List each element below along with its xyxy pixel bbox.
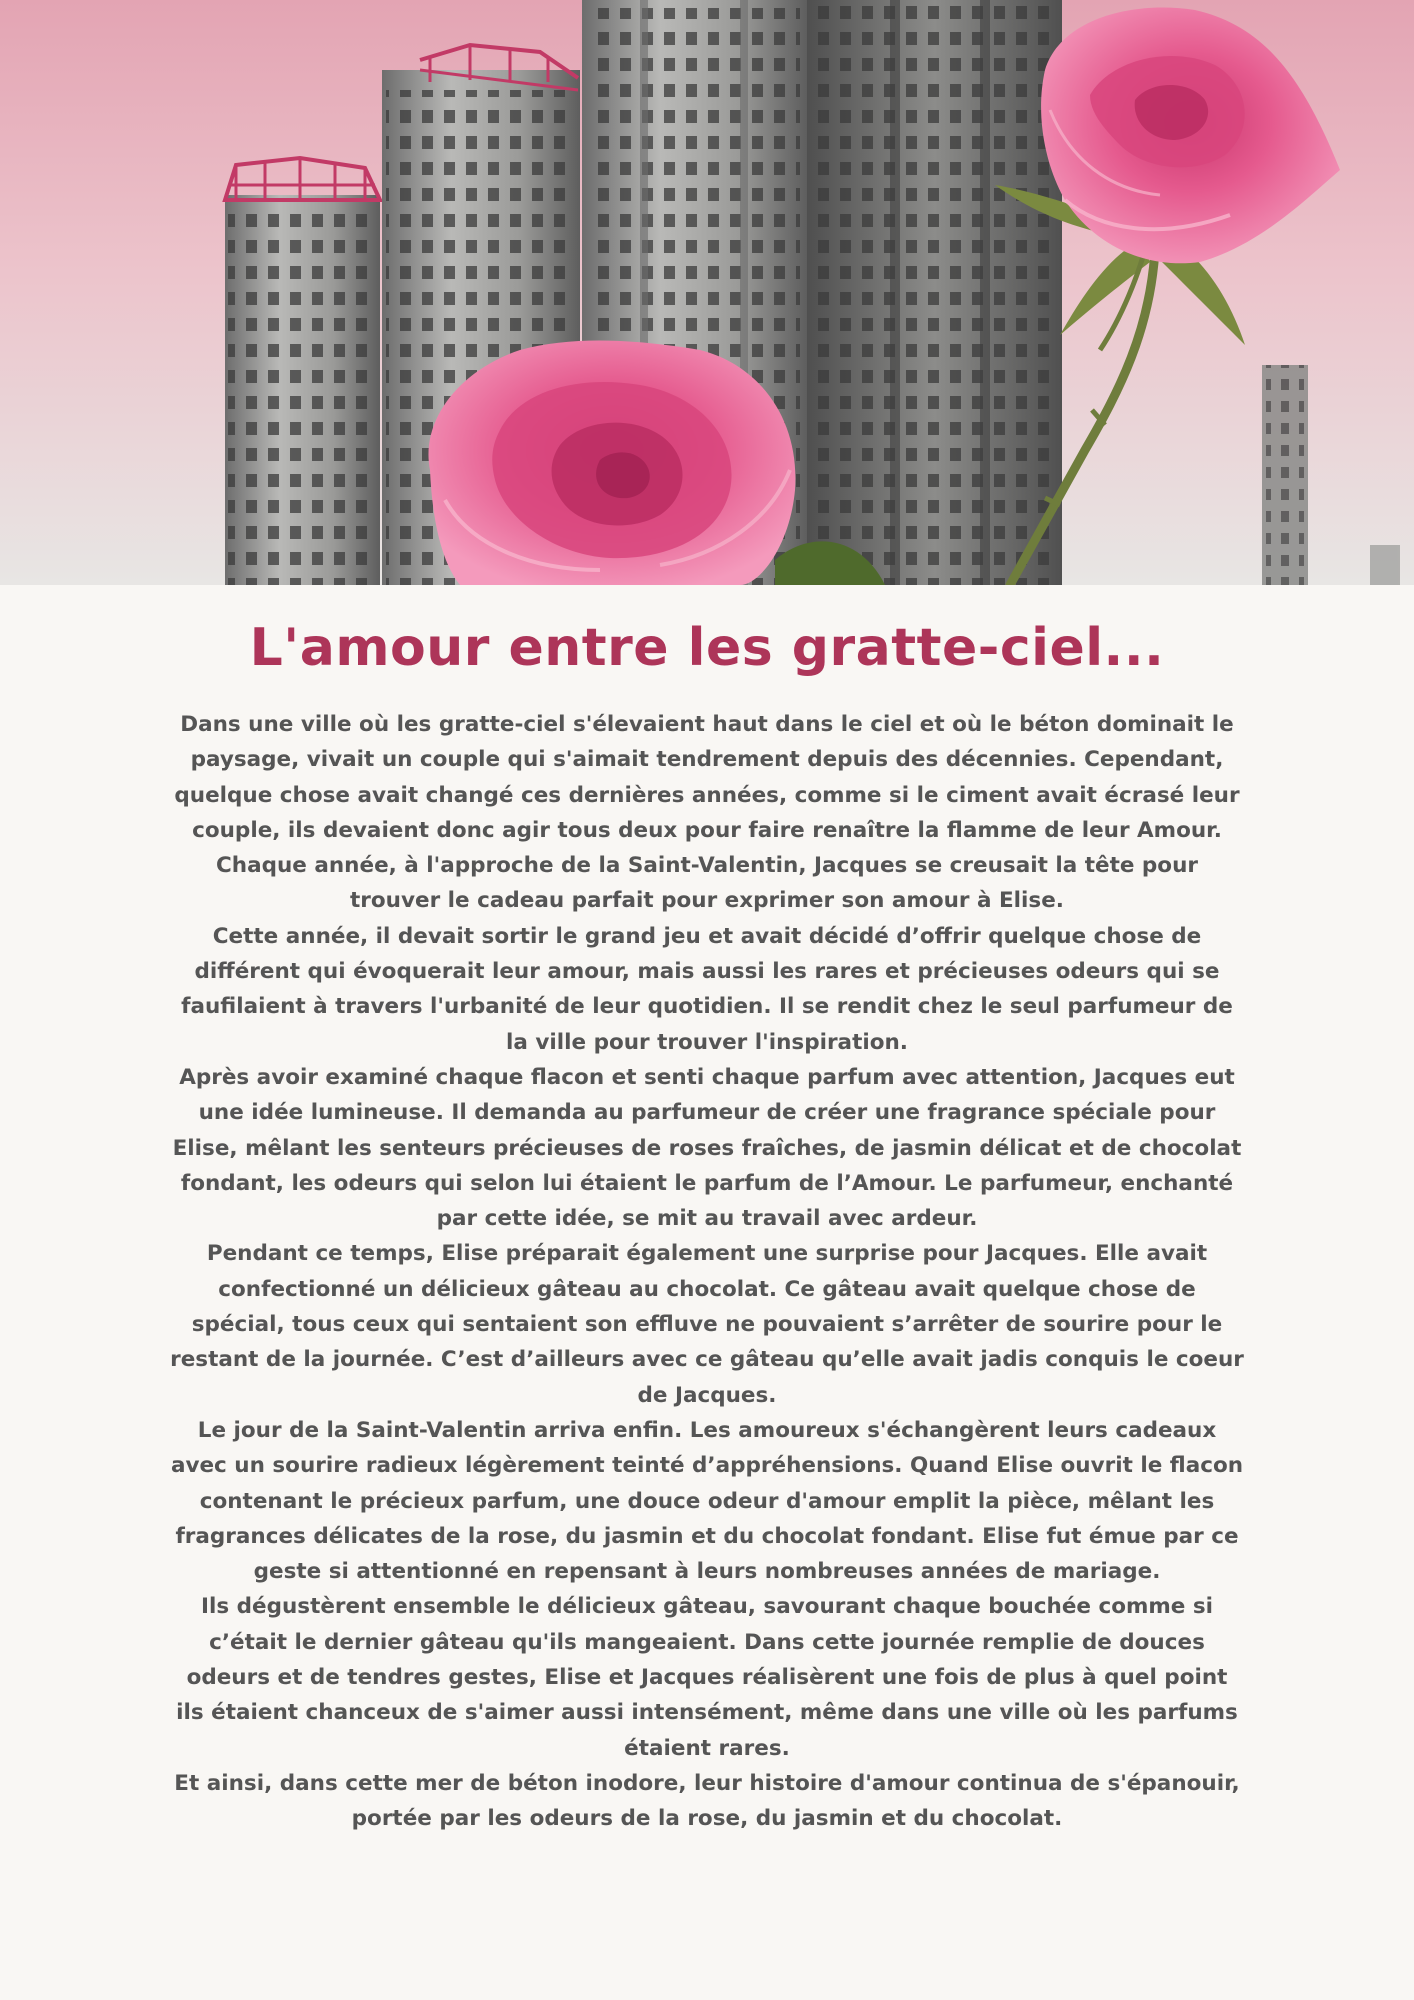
story-body [170, 707, 1244, 1837]
story-paragraph: Le jour de la Saint-Valentin arriva enfin. Les amoureux s'échangèrent leurs cadeaux avec un sourire radieux légèrement teinté d’appréhensions. Quand Elise ouvrit le flacon contenant le précieux parfum, une douce odeur d'amour emplit la pièce, mêlant les fragrances délicates de la rose, du jasmin et du chocolat fondant. Elise fut émue par ce geste si attentionné en repensant à leurs nombreuses années de mariage. [170, 1417, 1244, 1585]
hero-illustration [0, 0, 1414, 585]
story-paragraph: Cette année, il devait sortir le grand jeu et avait décidé d’offrir quelque chose de différent qui évoquerait leur amour, mais aussi les rares et précieuses odeurs qui se faufilaient à travers l'urbanité de leur quotidien. Il se rendit chez le seul parfumeur de la ville pour trouver l'inspiration. [181, 923, 1233, 1055]
story-paragraph: Dans une ville où les gratte-ciel s'élevaient haut dans le ciel et où le béton dominait le paysage, vivait un couple qui s'aimait tendrement depuis des décennies. Cependant, quelque chose avait changé ces dernières années, comme si le ciment avait écrasé leur couple, ils devaient donc agir tous deux pour faire renaître la flamme de leur Amour. [174, 712, 1240, 843]
skyscraper-left [225, 158, 380, 585]
story-paragraph: Pendant ce temps, Elise préparait également une surprise pour Jacques. Elle avait confectionné un délicieux gâteau au chocolat. Ce gâteau avait quelque chose de spécial, tous ceux qui sentaient son effluve ne pouvaient s’arrêter de sourire pour le restant de la journée. C’est d’ailleurs avec ce gâteau qu’elle avait jadis conquis le coeur de Jacques. [170, 1241, 1244, 1408]
rose-bottom-center [428, 341, 795, 585]
story-paragraph: Chaque année, à l'approche de la Saint-Valentin, Jacques se creusait la tête pour trouver le cadeau parfait pour exprimer son amour à Elise. [216, 853, 1198, 914]
story-paragraph: Et ainsi, dans cette mer de béton inodore, leur histoire d'amour continua de s'épanouir, portée par les odeurs de la rose, du jasmin et du chocolat. [174, 1770, 1240, 1832]
skyscraper-right [807, 0, 1062, 585]
story-paragraph: Après avoir examiné chaque flacon et senti chaque parfum avec attention, Jacques eut une idée lumineuse. Il demanda au parfumeur de créer une fragrance spéciale pour Elise, mêlant les senteurs précieuses de roses fraîches, de jasmin délicat et de chocolat fondant, les odeurs qui selon lui étaient le parfum de l’Amour. Le parfumeur, enchanté par cette idée, se mit au travail avec ardeur. [172, 1064, 1242, 1232]
page-title: L'amour entre les gratte-ciel... [249, 618, 1165, 678]
story-paragraph: Ils dégustèrent ensemble le délicieux gâteau, savourant chaque bouchée comme si c’était le dernier gâteau qu'ils mangeaient. Dans cette journée remplie de douces odeurs et de tendres gestes, Elise et Jacques réalisèrent une fois de plus à quel point ils étaient chanceux de s'aimer aussi intensément, même dans une ville où les parfums étaient rares. [176, 1594, 1238, 1761]
